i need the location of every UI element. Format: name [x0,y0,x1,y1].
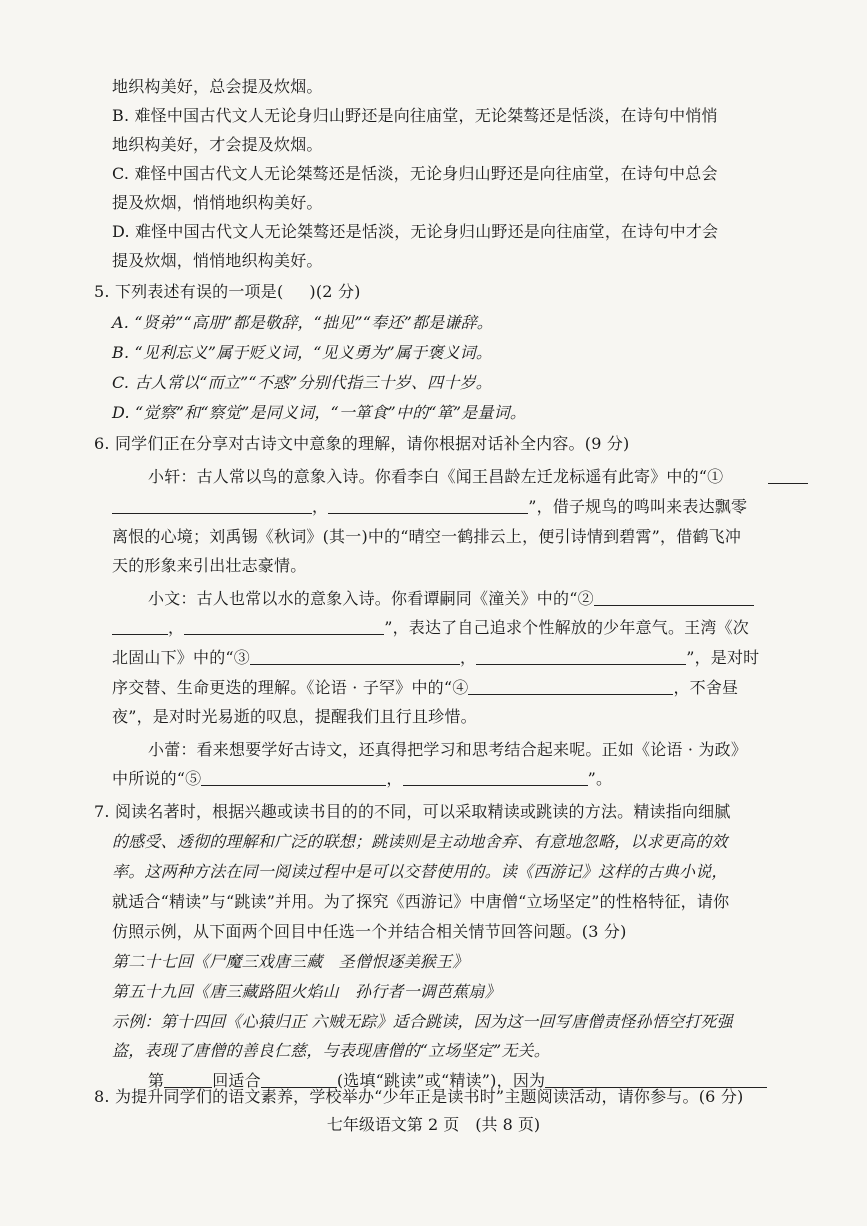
q6-blank3-a[interactable] [250,648,460,665]
q6-blank2-a[interactable] [112,618,168,635]
q7-answer-mid: 回适合 [212,1071,261,1090]
q6-p3-line2 [112,768,612,790]
q6-p1-line2-text: ”，借子规鸟的鸣叫来表达飘零 [528,497,748,516]
q6-p2-line3 [112,647,759,669]
q6-p2-line4-text: 序交替、生命更迭的理解。《论语 · 子罕》中的“④ [112,678,469,697]
q6-p3-line1: 小蕾：看来想要学好古诗文，还真得把学习和思考结合起来呢。正如《论语 · 为政》 [148,740,748,759]
q6-comma-3: ， [459,648,477,667]
q6-blank4[interactable] [468,678,673,695]
q6-comma-1: ， [312,497,329,516]
q6-blank1-b[interactable] [328,497,528,514]
q6-p1-line3: 离恨的心境；刘禹锡《秋词》(其一)中的“晴空一鹤排云上，便引诗情到碧霄”，借鹤飞冲 [112,527,742,546]
q5-option-d: D. “觉察”和“察觉”是同义词，“一箪食”中的“箪”是量词。 [112,403,527,422]
q6-blank1-a[interactable] [112,497,312,514]
q6-comma-2: ， [168,618,185,637]
q6-p2-line4 [112,677,738,699]
q7-line2: 的感受、透彻的理解和广泛的联想；跳读则是主动地舍弃、有意地忽略，以求更高的效 [112,832,728,851]
q6-stem: 6. 同学们正在分享对古诗文中意象的理解，请你根据对话补全内容。(9 分) [94,434,630,453]
q5-option-c: C. 古人常以“而立”“不惑”分别代指三十岁、四十岁。 [112,373,492,392]
q6-p1-line4: 天的形象来引出壮志豪情。 [112,556,307,575]
q8-stem: 8. 为提升同学们的语文素养，学校举办“少年正是读书时”主题阅读活动，请你参与。(6 分) [94,1087,744,1106]
q6-blank1-start[interactable] [768,466,808,488]
q6-p3-line2-end: ”。 [587,769,613,788]
q4-option-c-line1: C. 难怪中国古代文人无论桀骜还是恬淡，无论身归山野还是向往庙堂，在诗句中总会 [112,164,718,183]
q6-p2-line1 [148,588,754,610]
q7-answer-prefix: 第 [148,1071,165,1090]
q6-p1-line2 [112,496,747,518]
q4-option-c-line2: 提及炊烟，悄悄地织构美好。 [112,193,323,212]
q4-option-d-line2: 提及炊烟，悄悄地织构美好。 [112,251,323,270]
q4-option-b-line1: B. 难怪中国古代文人无论身归山野还是向往庙堂，无论桀骜还是恬淡，在诗句中悄悄 [112,106,718,125]
q7-line4: 就适合“精读”与“跳读”并用。为了探究《西游记》中唐僧“立场坚定”的性格特征，请你 [112,892,730,911]
q7-line1: 7. 阅读名著时，根据兴趣或读书目的的不同，可以采取精读或跳读的方法。精读指向细腻 [94,802,731,821]
q5-answer-slot[interactable] [283,283,309,299]
q6-p3-line2-text: 中所说的“⑤ [112,769,202,788]
q7-answer-hint: (选填“跳读”或“精读”)，因为 [336,1071,546,1090]
q6-p1-line1: 小轩：古人常以鸟的意象入诗。你看李白《闻王昌龄左迁龙标遥有此寄》中的“① [148,467,724,486]
q6-blank3-b[interactable] [476,648,686,665]
q7-line5: 仿照示例，从下面两个回目中任选一个并结合相关情节回答问题。(3 分) [112,922,627,941]
q7-chapter-27: 第二十七回《尸魔三戏唐三藏 圣僧恨逐美猴王》 [112,952,469,971]
q6-comma-5: ， [386,769,403,788]
q5-stem-text: 5. 下列表述有误的一项是( [94,282,284,301]
q5-stem [94,281,361,303]
q4-option-d-line1: D. 难怪中国古代文人无论桀骜还是恬淡，无论身归山野还是向往庙堂，在诗句中才会 [112,222,719,241]
q6-p2-line2-text: ”，表达了自己追求个性解放的少年意气。王湾《次 [384,618,749,637]
q7-example-line1: 示例：第十四回《心猿归正 六贼无踪》适合跳读，因为这一回写唐僧责怪孙悟空打死强 [112,1012,733,1031]
q4-option-b-line2: 地织构美好，才会提及炊烟。 [112,135,323,154]
q5-option-a: A. “贤弟”“高朋”都是敬辞，“拙见”“奉还”都是谦辞。 [112,313,493,332]
q5-stem-score: )(2 分) [309,282,361,301]
q6-blank5-b[interactable] [403,769,588,786]
q6-p2-line2 [112,617,749,639]
q6-p2-line4-end: ，不舍昼 [673,678,739,697]
q6-p2-line3-end: ”，是对时 [686,648,760,667]
q5-option-b: B. “见利忘义”属于贬义词，“见义勇为”属于褒义词。 [112,343,493,362]
q6-p2-line3-text: 北固山下》中的“③ [112,648,250,667]
q4-option-a-tail: 地织构美好，总会提及炊烟。 [112,77,323,96]
q6-blank2-b[interactable] [184,618,384,635]
q6-p2-line1-text: 小文：古人也常以水的意象入诗。你看谭嗣同《潼关》中的“② [148,589,594,608]
q7-chapter-59: 第五十九回《唐三藏路阻火焰山 孙行者一调芭蕉扇》 [112,982,501,1001]
q7-example-line2: 盗，表现了唐僧的善良仁慈，与表现唐僧的“立场坚定”无关。 [112,1041,550,1060]
page-footer: 七年级语文第 2 页 (共 8 页) [326,1115,541,1134]
q7-line3: 率。这两种方法在同一阅读过程中是可以交替使用的。读《西游记》这样的古典小说， [112,862,728,881]
q6-p2-line5: 夜”，是对时光易逝的叹息，提醒我们且行且珍惜。 [112,707,477,726]
q6-blank5-a[interactable] [201,769,386,786]
q6-blank2-start[interactable] [594,589,754,606]
